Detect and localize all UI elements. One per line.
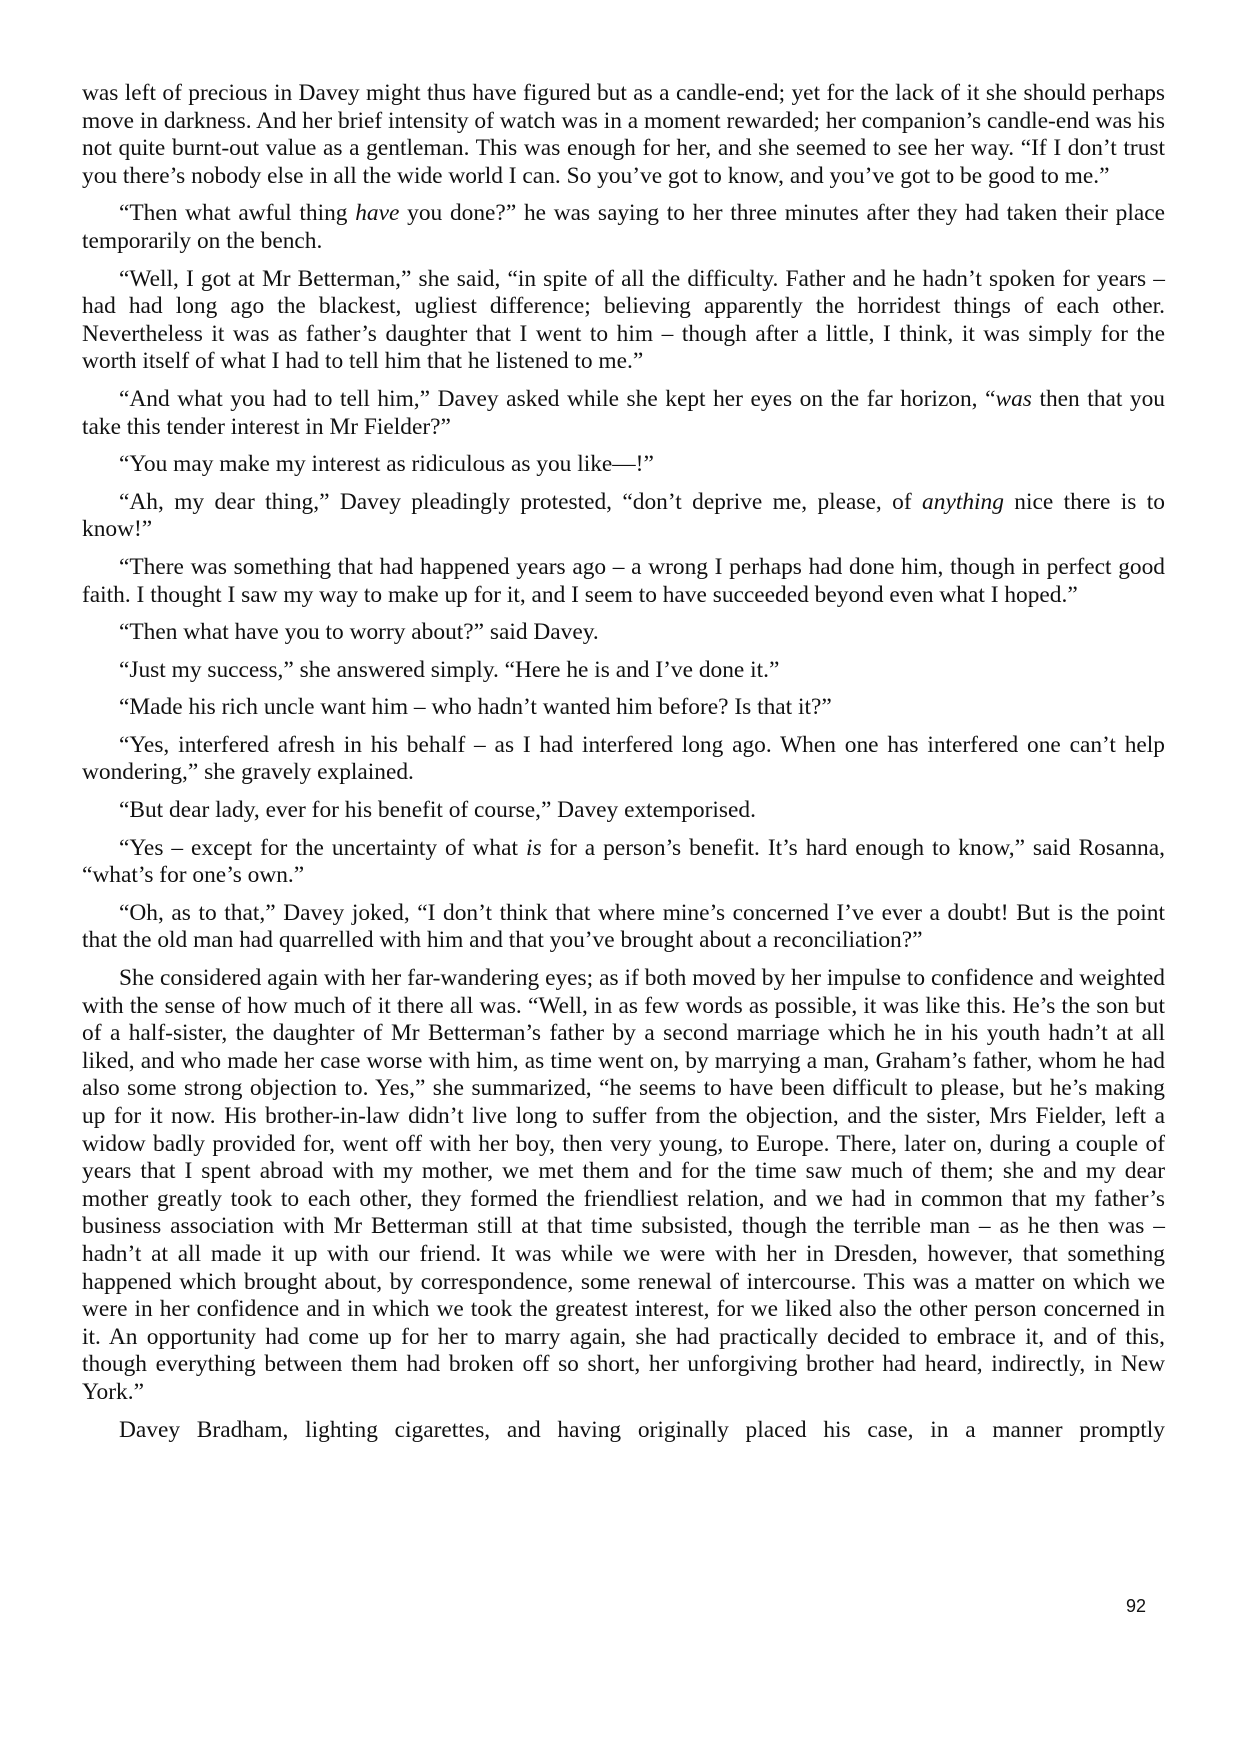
paragraph-text: “But dear lady, ever for his benefit of course,” Davey extemporised. bbox=[119, 797, 756, 824]
italic-text: have bbox=[355, 200, 400, 227]
paragraph bbox=[82, 657, 1165, 685]
italic-text: is bbox=[525, 834, 542, 861]
paragraph bbox=[82, 451, 1165, 479]
paragraph-text: “Yes – except for the uncertainty of what bbox=[119, 834, 526, 861]
paragraph-text: “Oh, as to that,” Davey joked, “I don’t think that where mine’s concerned I’ve ever a doubt! But is the point that the old man had quarrelled with him and that you’ve brought about a reconciliation?” bbox=[82, 899, 1165, 954]
paragraph bbox=[82, 694, 1165, 722]
paragraph-text: you done?” he was saying to her three minutes after they had taken their place temporarily on the bench. bbox=[82, 200, 1165, 254]
paragraph-text: then that you take this tender interest in Mr Fielder?” bbox=[82, 385, 1165, 440]
paragraph-text: “Just my success,” she answered simply. “Here he is and I’ve done it.” bbox=[119, 656, 780, 683]
paragraph bbox=[82, 900, 1165, 955]
paragraph-text: “Ah, my dear thing,” Davey pleadingly protested, “don’t deprive me, please, of bbox=[119, 488, 923, 515]
page-body bbox=[82, 80, 1165, 1454]
paragraph bbox=[82, 554, 1165, 609]
paragraph-text: “There was something that had happened years ago – a wrong I perhaps had done him, though in perfect good faith. I thought I saw my way to make up for it, and I seem to have succeeded beyond even what I hoped.” bbox=[82, 553, 1165, 608]
paragraph-text: She considered again with her far-wandering eyes; as if both moved by her impulse to confidence and weighted with the sense of how much of it there all was. “Well, in as few words as possible, it was like this. He’s the son but of a half-sister, the daughter of Mr Betterman’s father by a second marriage which he in his youth hadn’t at all liked, and who made her case worse with him, as time went on, by marrying a man, Graham’s father, whom he had also some strong objection to. Yes,” she summarized, “he seems to have been difficult to please, but he’s making up for it now. His brother-in-law didn’t live long to suffer from the objection, and the sister, Mrs Fielder, left a widow badly provided for, went off with her boy, then very young, to Europe. There, later on, during a couple of years that I spent abroad with my mother, we met them and for the time saw much of them; she and my dear mother greatly took to each other, they formed the friendliest relation, and we had in common that my father’s business association with Mr Betterman still at that time subsisted, though the terrible man – as he then was – hadn’t at all made it up with our friend. It was while we were with her in Dresden, however, that something happened which brought about, by correspondence, some renewal of intercourse. This was a matter on which we were in her confidence and in which we took the greatest interest, for we liked also the other person concerned in it. An opportunity had come up for her to marry again, she had practically decided to embrace it, and of this, though everything between them had broken off so short, her unforgiving brother had heard, indirectly, in New York.” bbox=[82, 965, 1165, 1405]
italic-text: anything bbox=[922, 488, 1004, 515]
paragraph bbox=[82, 835, 1165, 890]
paragraph bbox=[82, 965, 1165, 1407]
paragraph-text: “Then what awful thing bbox=[119, 200, 356, 227]
paragraph-text: “Well, I got at Mr Betterman,” she said, “in spite of all the difficulty. Father and he hadn’t spoken for years – had had long ago the blackest, ugliest difference; believing apparently the horridest things of each other. Nevertheless it was as father’s daughter that I went to him – though after a little, I think, it was simply for the worth itself of what I had to tell him that he listened to me.” bbox=[82, 265, 1165, 375]
paragraph-text: “Then what have you to worry about?” said Davey. bbox=[119, 619, 599, 646]
paragraph-text: for a person’s benefit. It’s hard enough to know,” said Rosanna, “what’s for one’s own.” bbox=[82, 834, 1165, 889]
paragraph-text: “You may make my interest as ridiculous as you like—!” bbox=[119, 451, 654, 478]
paragraph bbox=[82, 489, 1165, 544]
paragraph bbox=[82, 619, 1165, 647]
paragraph-text: “And what you had to tell him,” Davey asked while she kept her eyes on the far horizon, “ bbox=[119, 385, 996, 412]
paragraph-text: “Made his rich uncle want him – who hadn’t wanted him before? Is that it?” bbox=[119, 694, 832, 721]
italic-text: was bbox=[995, 385, 1032, 412]
paragraph-text: nice there is to know!” bbox=[82, 488, 1165, 543]
paragraph bbox=[82, 1417, 1165, 1445]
paragraph bbox=[82, 80, 1165, 190]
paragraph-text: Davey Bradham, lighting cigarettes, and having originally placed his case, in a manner promptly bbox=[119, 1416, 1165, 1443]
paragraph bbox=[82, 266, 1165, 376]
paragraph bbox=[82, 797, 1165, 825]
page-number: 92 bbox=[1126, 1596, 1147, 1616]
paragraph-text: was left of precious in Davey might thus have figured but as a candle-end; yet for the lack of it she should perhaps move in darkness. And her brief intensity of watch was in a moment rewarded; her companion’s candle-end was his not quite burnt-out value as a gentleman. This was enough for her, and she seemed to see her way. “If I don’t trust you there’s nobody else in all the wide world I can. So you’ve got to know, and you’ve got to be good to me.” bbox=[82, 80, 1165, 189]
paragraph-text: “Yes, interfered afresh in his behalf – as I had interfered long ago. When one has interfered one can’t help wondering,” she gravely explained. bbox=[82, 731, 1165, 786]
paragraph bbox=[82, 386, 1165, 441]
paragraph bbox=[82, 200, 1165, 255]
paragraph bbox=[82, 732, 1165, 787]
